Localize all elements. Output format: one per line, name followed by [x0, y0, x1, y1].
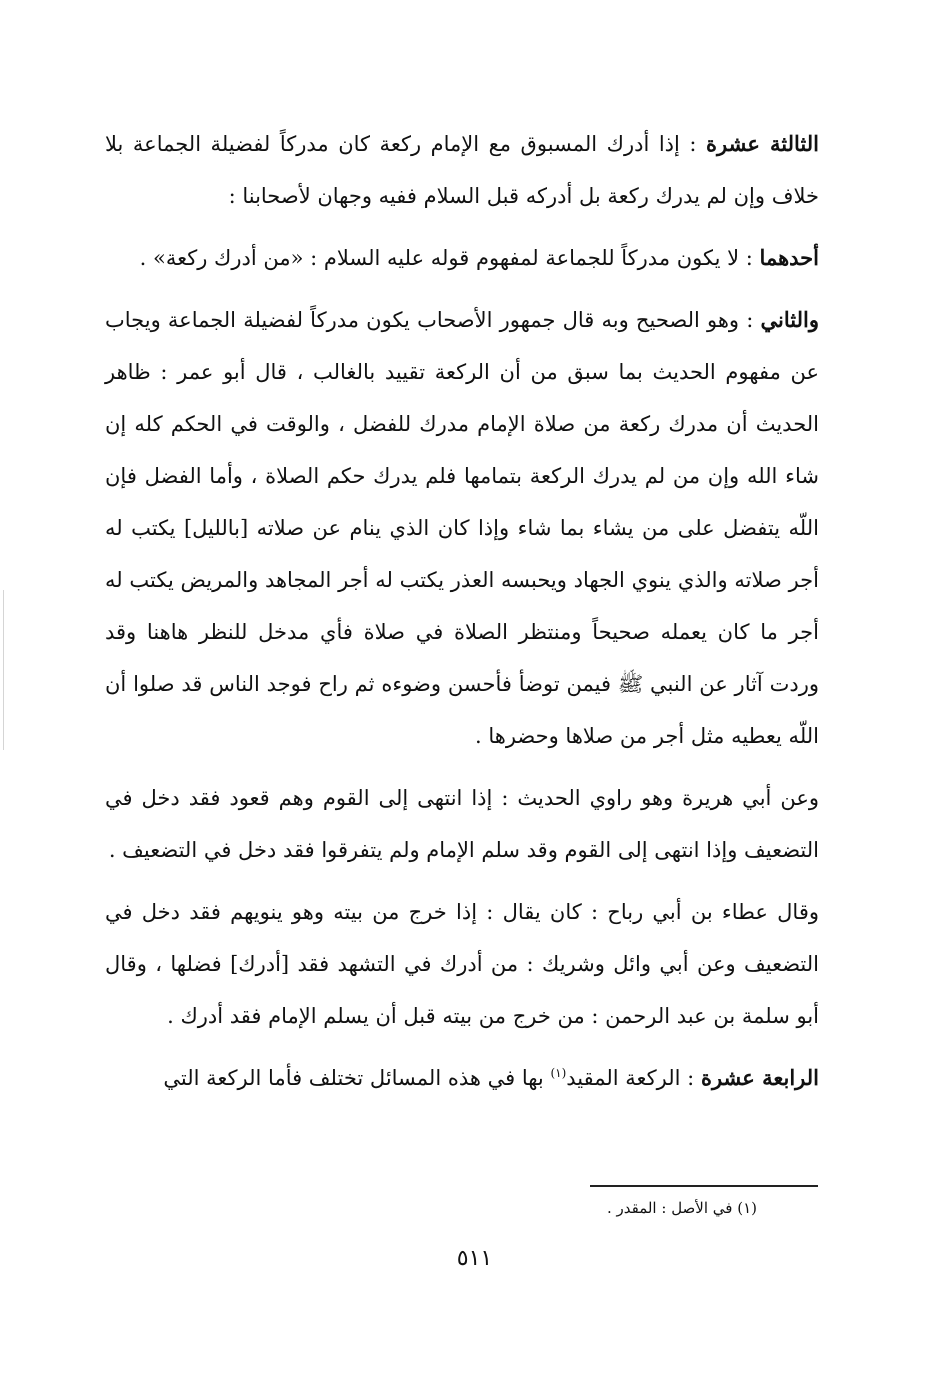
scan-edge-mark [3, 590, 4, 750]
paragraph-heading: الثالثة عشرة [706, 131, 819, 156]
paragraph-thalitha-ashra [105, 118, 819, 222]
footnote-divider [590, 1185, 818, 1187]
footnote: (١) في الأصل : المقدر . [606, 1199, 757, 1217]
paragraph-rabia-ashra [105, 1052, 819, 1104]
paragraph-ahaduhuma [105, 232, 819, 284]
paragraph-text: : إذا أدرك المسبوق مع الإمام ركعة كان مدركاً لفضيلة الجماعة بلا خلاف وإن لم يدرك ركعة بل أدركه قبل السلام ففيه وجهان لأصحابنا : [105, 132, 819, 208]
paragraph-ata [105, 886, 819, 1042]
main-text [105, 118, 819, 1104]
paragraph-althani [105, 294, 819, 762]
paragraph-text: : وهو الصحيح وبه قال جمهور الأصحاب يكون مدركاً لفضيلة الجماعة ويجاب عن مفهوم الحديث بما سبق من أن الركعة تقييد بالغالب ، قال أبو عمر : ظاهر الحديث أن مدرك ركعة من صلاة الإمام مدرك للفضل ، والوقت في الحكم كله إن شاء الله وإن من لم يدرك الركعة بتمامها فلم يدرك حكم الصلاة ، وأما الفضل فإن اللّه يتفضل على من يشاء بما شاء وإذا كان الذي ينام عن صلاته [بالليل] يكتب له أجر صلاته والذي ينوي الجهاد ويحبسه العذر يكتب له أجر المجاهد والمريض يكتب له أجر ما كان يعمله صحيحاً ومنتظر الصلاة في صلاة فأي مدخل للنظر هاهنا وقد وردت آثار عن النبي ﷺ فيمن توضأ فأحسن وضوءه ثم راح فوجد الناس قد صلوا أن اللّه يعطيه مثل أجر من صلاها وحضرها . [105, 308, 819, 748]
paragraph-text: وعن أبي هريرة وهو راوي الحديث : إذا انتهى إلى القوم وهم قعود فقد دخل في التضعيف وإذا انتهى إلى القوم وقد سلم الإمام ولم يتفرقوا فقد دخل في التضعيف . [105, 786, 819, 862]
paragraph-text: بها في هذه المسائل تختلف فأما الركعة التي [163, 1066, 551, 1090]
footnote-reference[interactable]: (١) [550, 1066, 567, 1080]
paragraph-heading: الرابعة عشرة [700, 1065, 819, 1090]
paragraph-text: وقال عطاء بن أبي رباح : كان يقال : إذا خرج من بيته وهو ينويهم فقد دخل في التضعيف وعن أبي وائل وشريك : من أدرك في التشهد فقد [أدرك] فضلها ، وقال أبو سلمة بن عبد الرحمن : من خرج من بيته قبل أن يسلم الإمام فقد أدرك . [105, 900, 819, 1028]
paragraph-abu-hurayra [105, 772, 819, 876]
paragraph-text: : لا يكون مدركاً للجماعة لمفهوم قوله عليه السلام : «من أدرك ركعة» . [139, 246, 760, 270]
page-number: ٥١١ [456, 1246, 493, 1271]
paragraph-heading: والثاني [760, 307, 819, 332]
paragraph-text: : الركعة المقيد [566, 1066, 701, 1090]
paragraph-heading: أحدهما [759, 245, 819, 270]
